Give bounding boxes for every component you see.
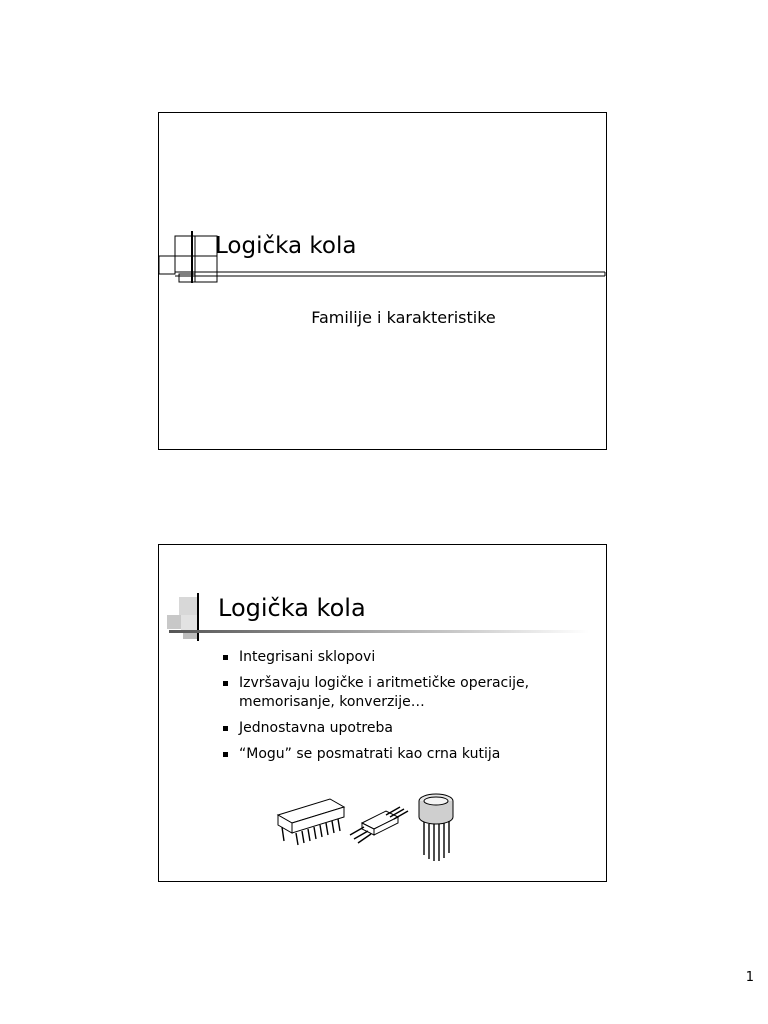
bullet-square-icon [223, 681, 228, 686]
slide-1-subtitle: Familije i karakteristike [311, 308, 496, 327]
dip-chip-icon [278, 799, 344, 845]
bullet-item: Jednostavna upotreba [221, 719, 591, 738]
bullet-square-icon [223, 655, 228, 660]
ic-packages-image [274, 785, 464, 865]
slide-1 [158, 112, 607, 450]
bullet-list [221, 648, 591, 771]
slide-2 [158, 544, 607, 882]
bullet-square-icon [223, 752, 228, 757]
bullet-item: “Mogu” se posmatrati kao crna kutija [221, 745, 591, 764]
bullet-item: Izvršavaju logičke i aritmetičke operacije, memorisanje, konverzije… [221, 674, 591, 712]
bullet-item: Integrisani sklopovi [221, 648, 591, 667]
slide-1-title: Logička kola [215, 233, 357, 259]
slide-1-decoration [159, 113, 608, 451]
to-can-transistor-icon [419, 794, 453, 861]
slide-2-title: Logička kola [218, 594, 366, 622]
soic-chip-icon [350, 807, 408, 843]
page-number: 1 [745, 970, 754, 985]
bullet-square-icon [223, 726, 228, 731]
